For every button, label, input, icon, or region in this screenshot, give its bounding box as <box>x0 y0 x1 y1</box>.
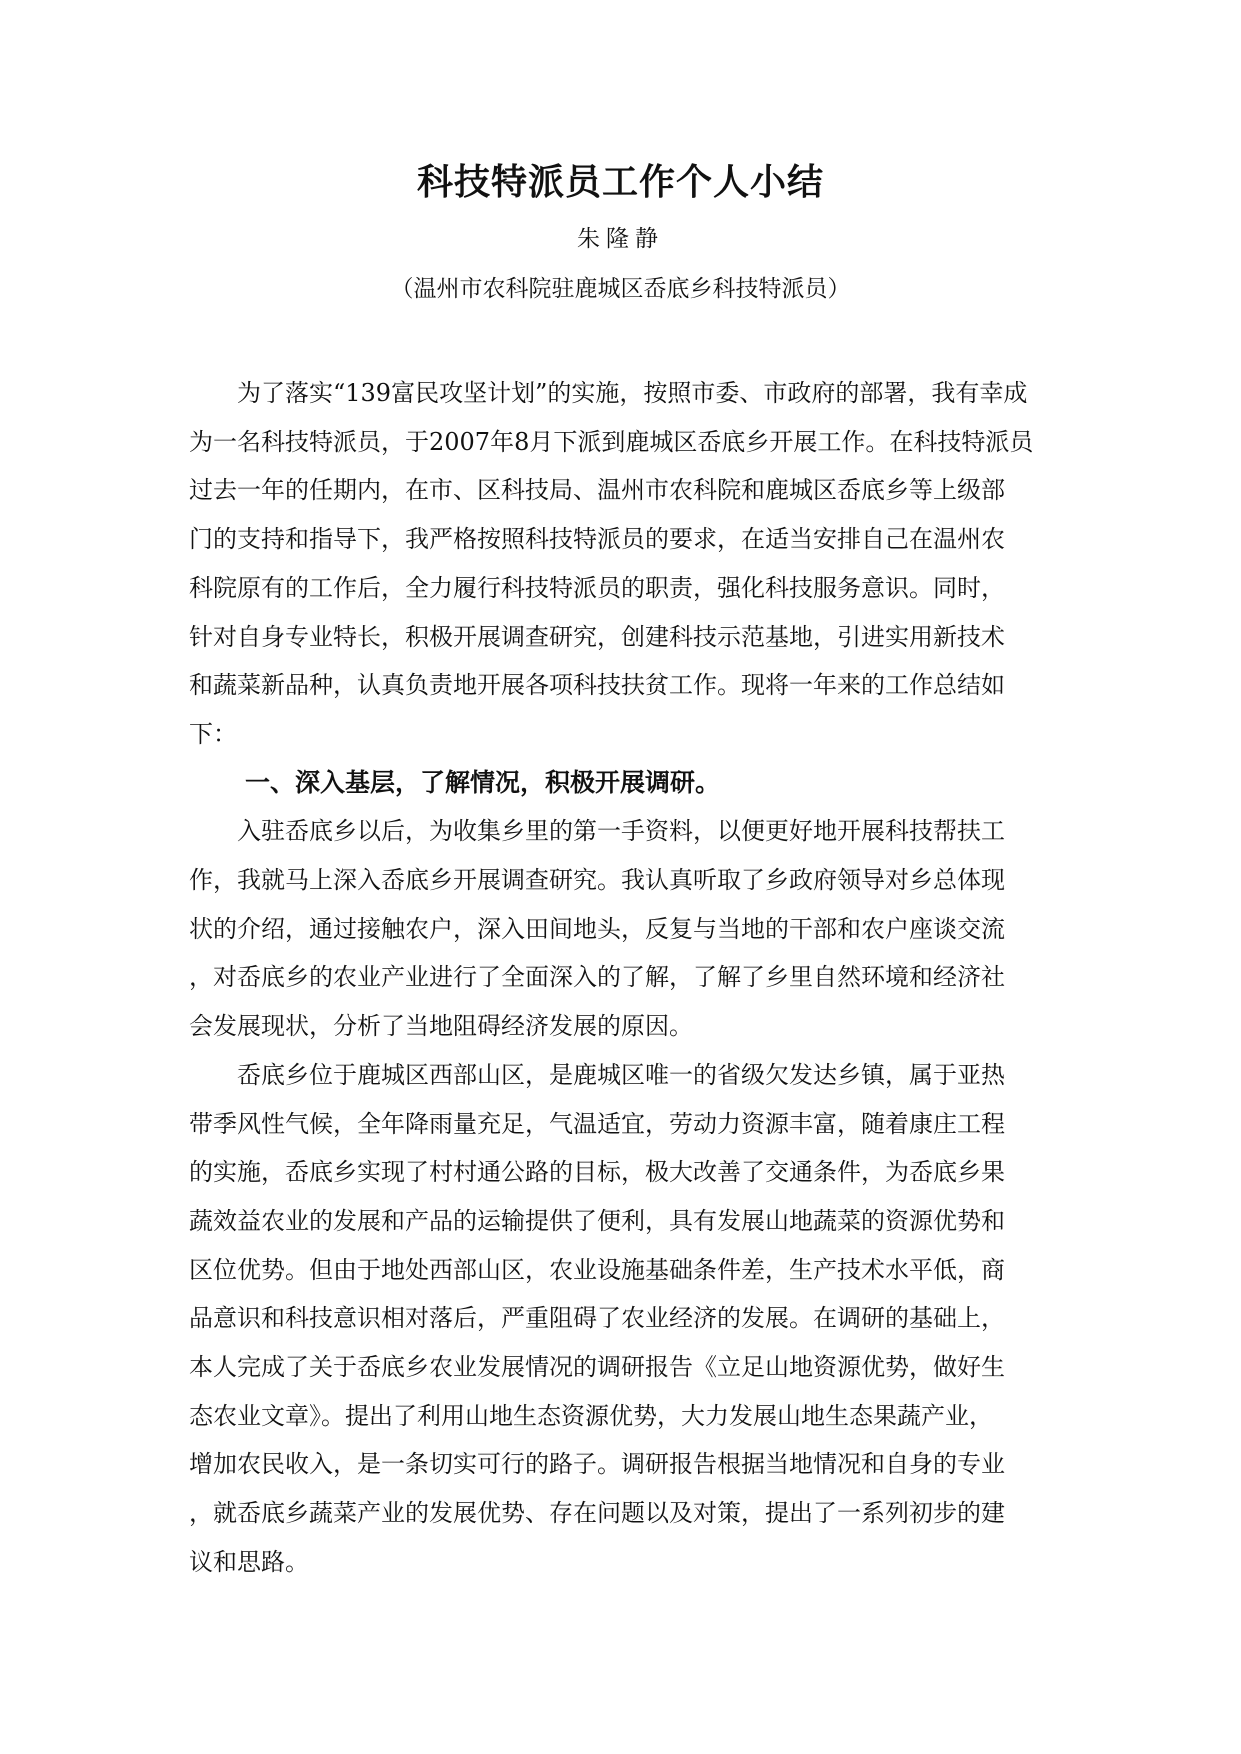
text-line: 为了落实“139富民攻坚计划”的实施，按照市委、市政府的部署，我有幸成 <box>237 379 1028 407</box>
text-line: 会发展现状，分析了当地阻碍经济发展的原因。 <box>189 1012 693 1041</box>
text-line: 本人完成了关于岙底乡农业发展情况的调研报告《立足山地资源优势，做好生 <box>189 1353 1005 1382</box>
text-line: 入驻岙底乡以后，为收集乡里的第一手资料，以便更好地开展科技帮扶工 <box>237 817 1005 846</box>
text-line: 门的支持和指导下，我严格按照科技特派员的要求，在适当安排自己在温州农 <box>189 525 1005 554</box>
text-line: 过去一年的任期内，在市、区科技局、温州市农科院和鹿城区岙底乡等上级部 <box>189 476 1005 505</box>
document-body <box>189 369 1051 1587</box>
text-line: 针对自身专业特长，积极开展调查研究，创建科技示范基地，引进实用新技术 <box>189 622 1005 651</box>
document-title: 科技特派员工作个人小结 <box>416 161 824 203</box>
text-line: 状的介绍，通过接触农户，深入田间地头，反复与当地的干部和农户座谈交流 <box>189 914 1005 943</box>
text-line: ，对岙底乡的农业产业进行了全面深入的了解，了解了乡里自然环境和经济社 <box>189 963 1005 992</box>
text-line: 品意识和科技意识相对落后，严重阻碍了农业经济的发展。在调研的基础上， <box>189 1304 1005 1333</box>
section-heading: 一、深入基层，了解情况，积极开展调研。 <box>245 767 721 797</box>
text-line: 态农业文章》。提出了利用山地生态资源优势，大力发展山地生态果蔬产业， <box>189 1401 993 1430</box>
section-paragraph <box>189 807 1051 1051</box>
text-line: 下： <box>189 719 237 748</box>
document-author: 朱隆静 <box>577 226 664 252</box>
document-affiliation: （温州市农科院驻鹿城区岙底乡科技特派员） <box>390 276 851 302</box>
text-line: 和蔬菜新品种，认真负责地开展各项科技扶贫工作。现将一年来的工作总结如 <box>189 671 1005 700</box>
text-line: 区位优势。但由于地处西部山区，农业设施基础条件差，生产技术水平低，商 <box>189 1255 1005 1284</box>
text-line: 岙底乡位于鹿城区西部山区，是鹿城区唯一的省级欠发达乡镇，属于亚热 <box>237 1060 1005 1089</box>
text-line: 作，我就马上深入岙底乡开展调查研究。我认真听取了乡政府领导对乡总体现 <box>189 866 1005 895</box>
section-paragraph <box>189 1051 1051 1587</box>
text-line: 蔬效益农业的发展和产品的运输提供了便利，具有发展山地蔬菜的资源优势和 <box>189 1206 1005 1235</box>
text-line: 带季风性气候，全年降雨量充足，气温适宜，劳动力资源丰富，随着康庄工程 <box>189 1109 1005 1138</box>
text-line: 为一名科技特派员，于2007年8月下派到鹿城区岙底乡开展工作。在科技特派员 <box>189 427 1034 456</box>
text-line: 的实施，岙底乡实现了村村通公路的目标，极大改善了交通条件，为岙底乡果 <box>189 1158 1005 1187</box>
text-line: 增加农民收入，是一条切实可行的路子。调研报告根据当地情况和自身的专业 <box>189 1450 1005 1479</box>
text-line: ，就岙底乡蔬菜产业的发展优势、存在问题以及对策，提出了一系列初步的建 <box>189 1499 1005 1528</box>
text-line: 议和思路。 <box>189 1547 309 1576</box>
intro-paragraph <box>189 369 1051 759</box>
text-line: 科院原有的工作后，全力履行科技特派员的职责，强化科技服务意识。同时， <box>189 573 1005 602</box>
